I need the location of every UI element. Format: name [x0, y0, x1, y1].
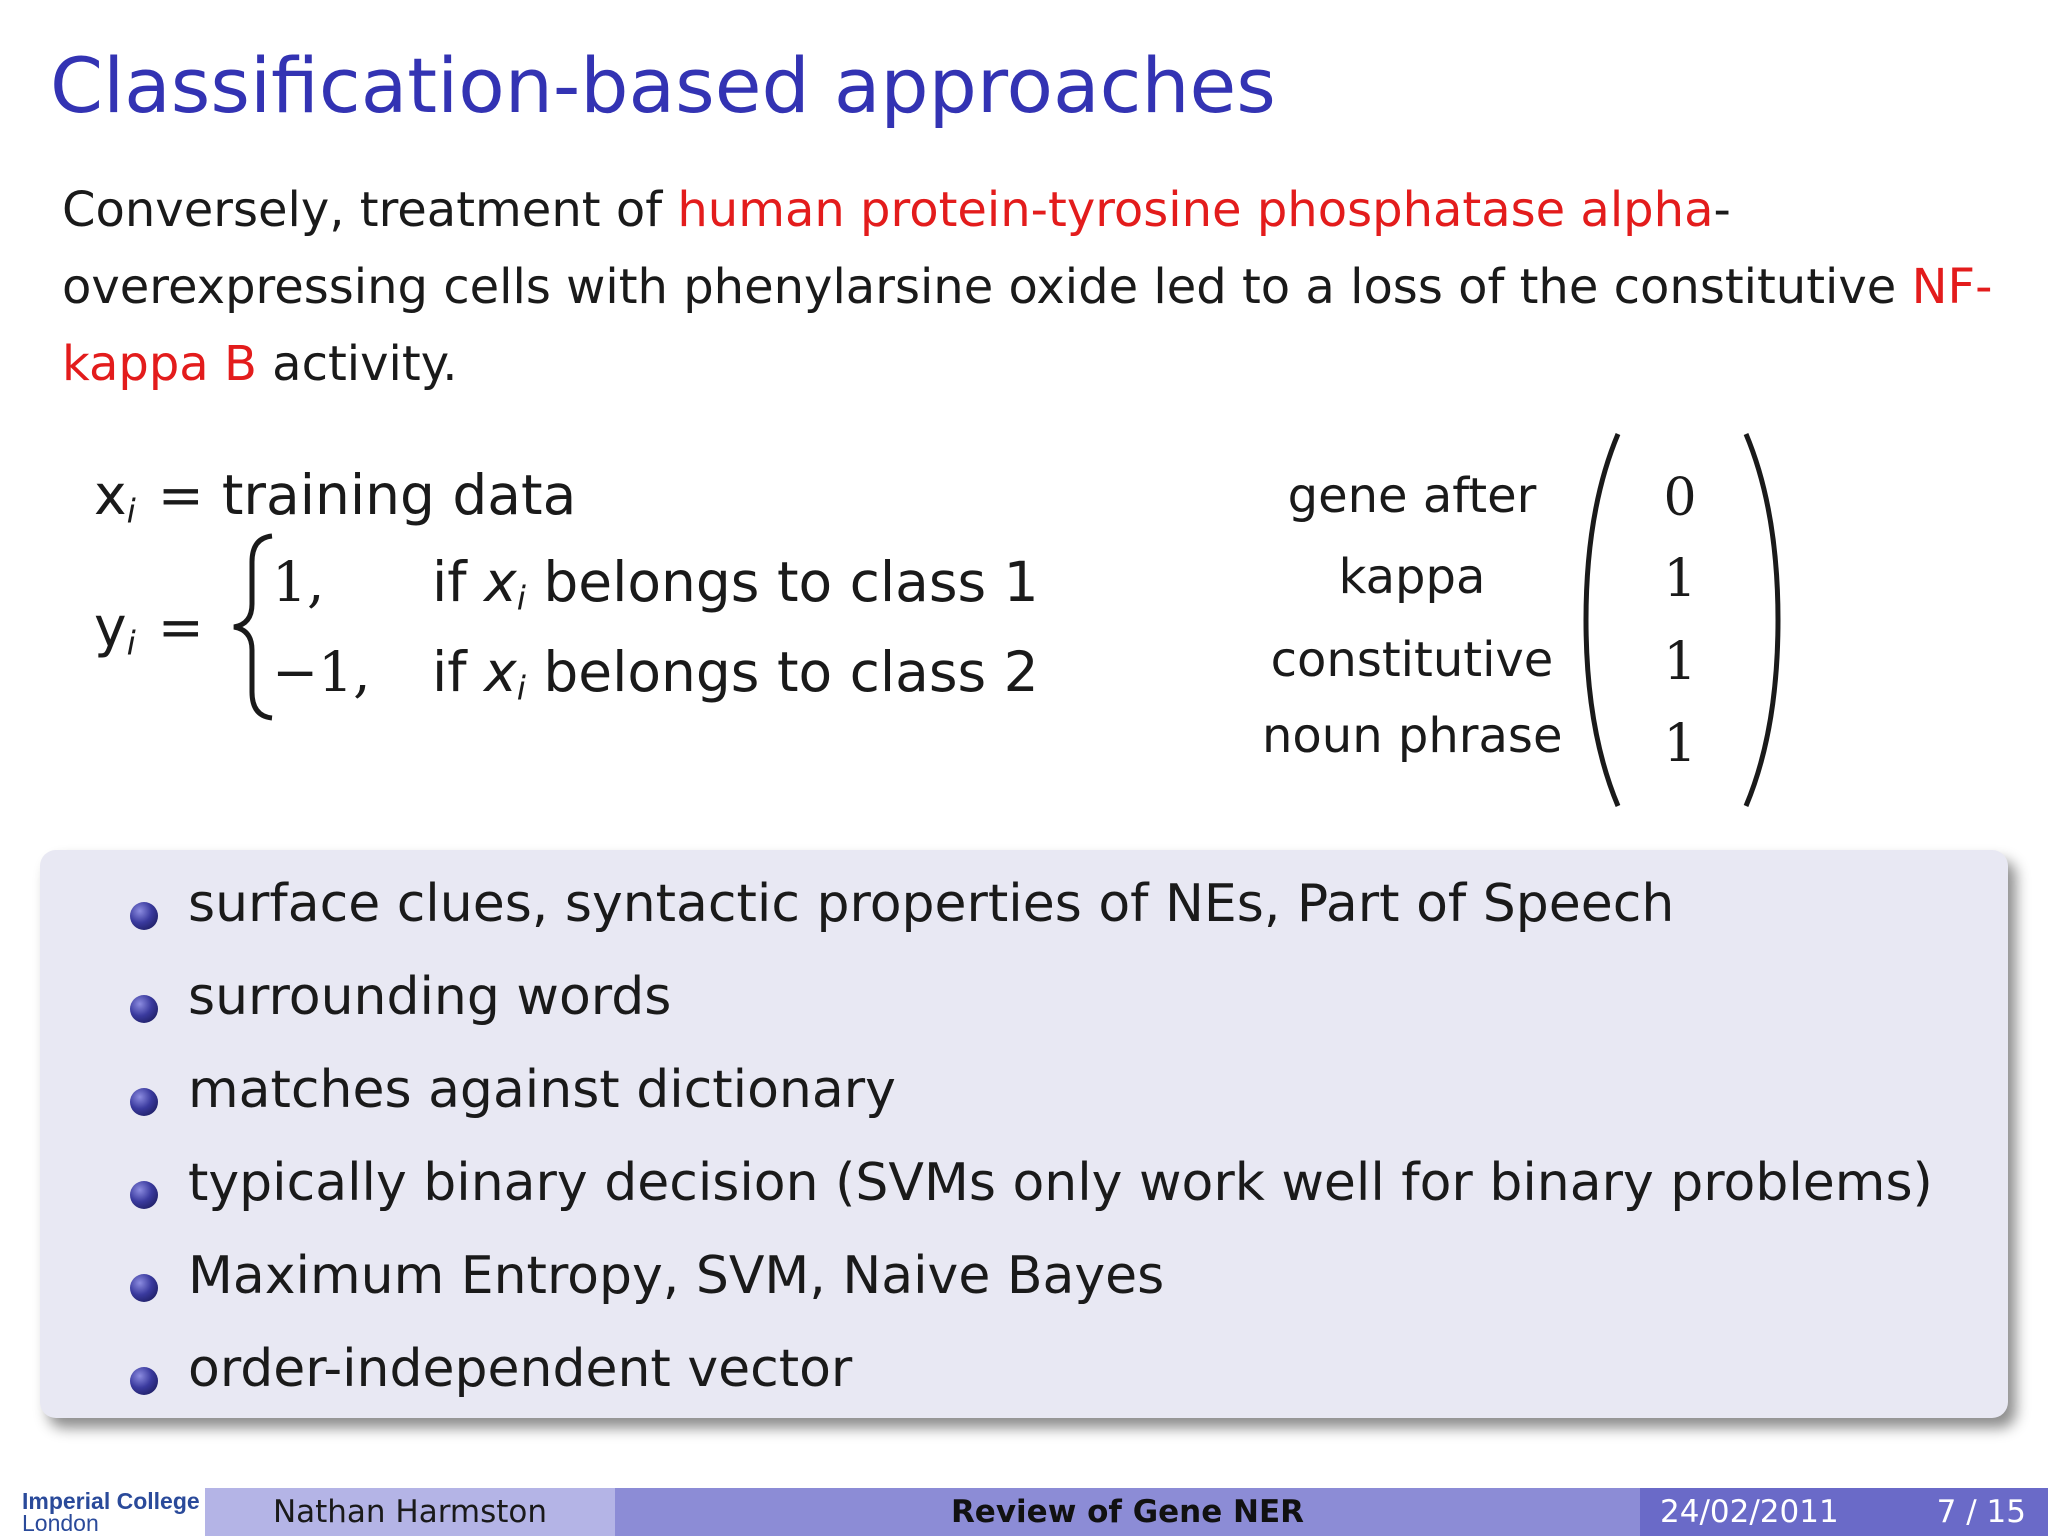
case1-subscript: i [516, 578, 526, 618]
bullet-text: surrounding words [188, 967, 672, 1027]
feature-value: 1 [1663, 632, 1697, 692]
bullet-dot-icon [130, 902, 158, 930]
case1-value: 1, [272, 550, 325, 614]
intro-text-2: -overexpressing cells with phenylarsine oxide led to a loss of the constitutive [62, 182, 1912, 315]
x-definition [94, 463, 577, 531]
footer-talk-title: Review of Gene NER [615, 1488, 1640, 1536]
case1-suffix: belongs to class 1 [525, 550, 1039, 614]
imperial-logo [22, 1490, 200, 1534]
case2-x-var: x [484, 640, 517, 704]
case2-subscript: i [516, 668, 526, 708]
bullet-dot-icon [130, 1088, 158, 1116]
slide-title: Classification-based approaches [50, 41, 1276, 130]
feature-label: noun phrase [1262, 708, 1563, 764]
y-subscript: i [126, 623, 136, 663]
footer-author: Nathan Harmston [205, 1488, 615, 1536]
case1-condition [432, 550, 1039, 618]
feature-label: gene after [1287, 468, 1537, 524]
bullet-text: matches against dictionary [188, 1060, 896, 1120]
bullet-text: Maximum Entropy, SVM, Naive Bayes [188, 1246, 1165, 1306]
footer-date-page [1640, 1488, 2048, 1536]
bullet-dot-icon [130, 1181, 158, 1209]
bullet-text: typically binary decision (SVMs only work well for binary problems) [188, 1153, 1933, 1213]
bullet-list [40, 850, 2008, 1418]
bullet-dot-icon [130, 1367, 158, 1395]
case2-if: if [432, 640, 485, 704]
feature-label: constitutive [1270, 632, 1554, 688]
right-parenthesis [1742, 430, 1782, 810]
footer [0, 1488, 2048, 1536]
x-equals: = [157, 463, 204, 527]
y-equals: = [157, 595, 204, 659]
x-subscript: i [126, 491, 136, 531]
intro-paragraph [62, 172, 2022, 403]
bullet-dot-icon [130, 995, 158, 1023]
logo-line1: Imperial College [22, 1488, 200, 1514]
bullet-block [40, 850, 2008, 1418]
left-parenthesis [1582, 430, 1622, 810]
bullet-text: order-independent vector [188, 1339, 853, 1399]
gene-mention-2: NF-kappa B [62, 259, 1993, 392]
y-var: y [94, 595, 127, 659]
page-number: 7 / 15 [1936, 1494, 2026, 1530]
bullet-text: surface clues, syntactic properties of NEs, Part of Speech [188, 874, 1675, 934]
y-definition [94, 595, 204, 663]
left-brace [228, 532, 278, 722]
feature-value: 1 [1663, 549, 1697, 609]
case2-condition [432, 640, 1039, 708]
gene-mention-1: human protein-tyrosine phosphatase alpha [677, 182, 1714, 238]
case2-value: −1, [272, 640, 371, 704]
case1-if: if [432, 550, 485, 614]
case2-suffix: belongs to class 2 [525, 640, 1039, 704]
feature-value: 0 [1663, 468, 1697, 528]
intro-text-1: Conversely, treatment of [62, 182, 678, 238]
logo-line2: London [22, 1510, 99, 1536]
footer-date: 24/02/2011 [1660, 1494, 1839, 1530]
case1-x-var: x [484, 550, 517, 614]
feature-label: kappa [1338, 549, 1486, 605]
x-var: x [94, 463, 127, 527]
feature-value: 1 [1663, 714, 1697, 774]
intro-text-3: activity. [256, 336, 458, 392]
bullet-dot-icon [130, 1274, 158, 1302]
x-definition-text: training data [221, 463, 577, 527]
